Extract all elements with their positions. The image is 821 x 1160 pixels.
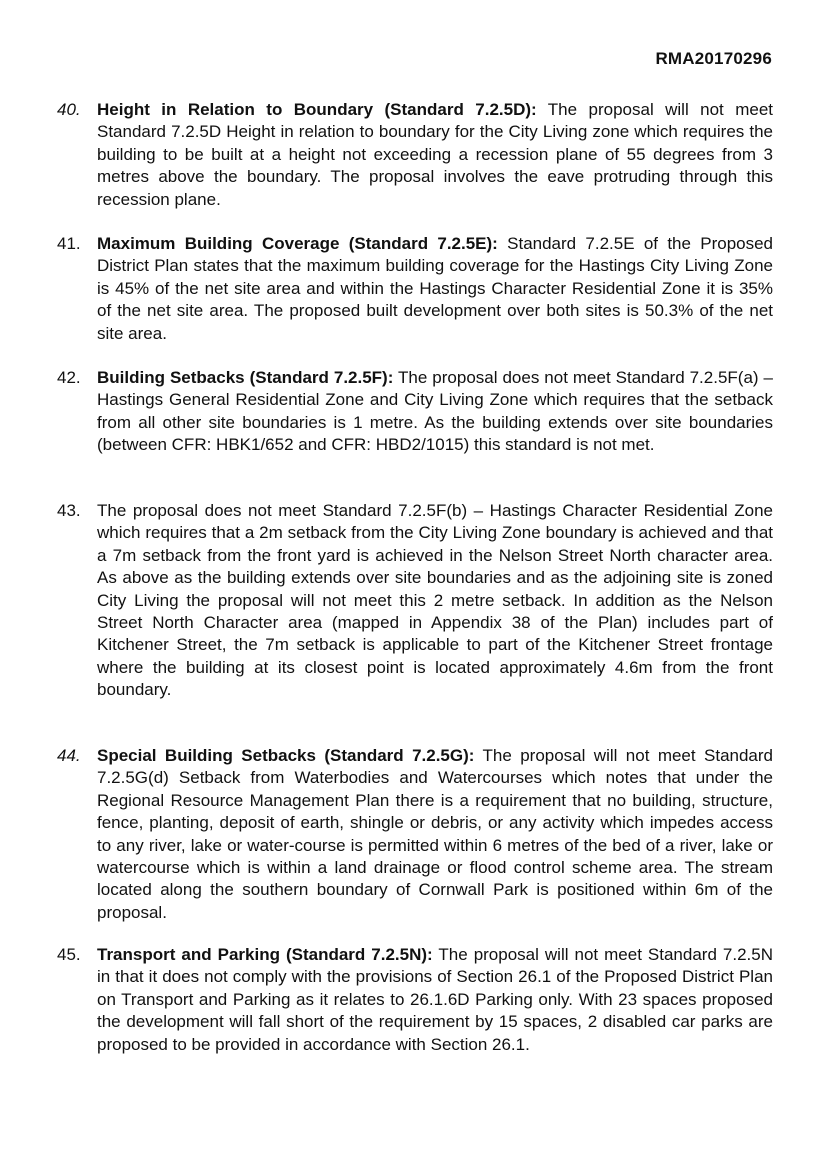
paragraph-number: 41. <box>57 234 81 253</box>
paragraph-heading: Maximum Building Coverage (Standard 7.2.5E): <box>97 234 498 253</box>
paragraph-heading: Special Building Setbacks (Standard 7.2.5G): <box>97 746 475 765</box>
document-reference: RMA20170296 <box>655 49 772 68</box>
paragraph-body <box>97 500 773 702</box>
paragraph-text: The proposal does not meet Standard 7.2.5F(b) – Hastings Character Residential Zone which requires that a 2m setback from the City Living Zone boundary is achieved and that a 7m setback from the front yard is achieved in the Nelson Street North character area. As above as the building extends over site boundaries and as the adjoining site is zoned City Living the proposal will not meet this 2 metre setback. In addition as the Nelson Street North Character area (mapped in Appendix 38 of the Plan) includes part of Kitchener Street, the 7m setback is applicable to part of the Kitchener Street frontage where the building at its closest point is located approximately 4.6m from the front boundary. <box>97 501 773 700</box>
paragraph-heading: Transport and Parking (Standard 7.2.5N): <box>97 945 433 964</box>
paragraph-body <box>97 233 773 345</box>
paragraph-45 <box>57 944 773 1056</box>
paragraph-body <box>97 367 773 457</box>
paragraph-number: 43. <box>57 501 81 520</box>
paragraph-43 <box>57 500 773 702</box>
paragraph-number: 42. <box>57 368 81 387</box>
paragraph-number: 40. <box>57 100 81 119</box>
paragraph-heading: Building Setbacks (Standard 7.2.5F): <box>97 368 394 387</box>
paragraph-text: The proposal will not meet Standard 7.2.5G(d) Setback from Waterbodies and Watercourses which notes that under the Regional Resource Management Plan there is a requirement that no building, structure, fence, planting, deposit of earth, shingle or debris, or any activity which impedes access to any river, lake or water-course is permitted within 6 metres of the bed of a river, lake or watercourse which is within a land drainage or flood control scheme area. The stream located along the southern boundary of Cornwall Park is positioned within 6m of the proposal. <box>97 746 773 922</box>
paragraph-40 <box>57 99 773 211</box>
paragraph-44 <box>57 745 773 924</box>
paragraph-body <box>97 944 773 1056</box>
paragraph-text: The proposal does not meet Standard 7.2.5F(a) – Hastings General Residential Zone and City Living Zone which requires that the setback from all other site boundaries is 1 metre. As the building extends over site boundaries (between CFR: HBK1/652 and CFR: HBD2/1015) this standard is not met. <box>97 368 773 455</box>
paragraph-body <box>97 99 773 211</box>
paragraph-body <box>97 745 773 924</box>
paragraph-text: The proposal will not meet Standard 7.2.5N in that it does not comply with the provisions of Section 26.1 of the Proposed District Plan on Transport and Parking as it relates to 26.1.6D Parking only. With 23 spaces proposed the development will fall short of the requirement by 15 spaces, 2 disabled car parks are proposed to be provided in accordance with Section 26.1. <box>97 945 773 1054</box>
paragraph-41 <box>57 233 773 345</box>
paragraph-number: 45. <box>57 945 81 964</box>
paragraph-heading: Height in Relation to Boundary (Standard 7.2.5D): <box>97 100 537 119</box>
paragraph-number: 44. <box>57 746 81 765</box>
paragraph-text: The proposal will not meet Standard 7.2.5D Height in relation to boundary for the City Living zone which requires the building to be built at a height not exceeding a recession plane of 55 degrees from 3 metres above the boundary. The proposal involves the eave protruding through this recession plane. <box>97 100 773 209</box>
paragraph-text: Standard 7.2.5E of the Proposed District Plan states that the maximum building coverage for the Hastings City Living Zone is 45% of the net site area and within the Hastings Character Residential Zone it is 35% of the net site area. The proposed built development over both sites is 50.3% of the net site area. <box>97 234 774 343</box>
paragraph-42 <box>57 367 773 457</box>
